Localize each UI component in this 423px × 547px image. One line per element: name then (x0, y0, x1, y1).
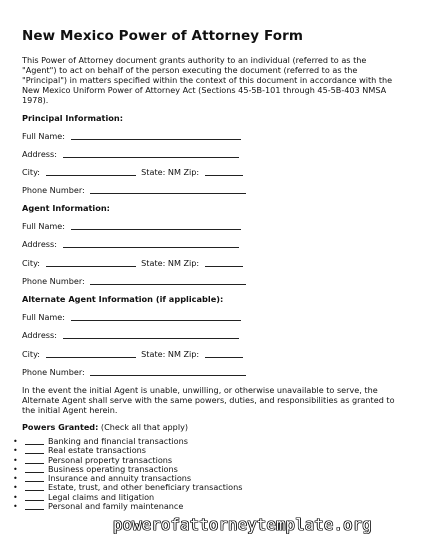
bullet-icon: • (13, 437, 18, 446)
principal-state-zip-label: State: NM Zip: (141, 167, 200, 177)
bullet-icon: • (13, 474, 18, 484)
power-item-label: Personal and family maintenance (48, 501, 184, 512)
agent-full-name-label: Full Name: (22, 221, 66, 231)
power-checkbox-line[interactable] (25, 466, 44, 473)
powers-list (13, 437, 242, 511)
bullet-icon: • (13, 502, 18, 512)
bullet-icon: • (13, 464, 18, 474)
agent-address-line[interactable] (63, 240, 239, 248)
principal-address-label: Address: (22, 149, 57, 159)
agent-address-label: Address: (22, 239, 57, 249)
powers-granted-heading (22, 422, 188, 432)
principal-full-name-line[interactable] (71, 132, 241, 140)
powers-granted-instruction: (Check all that apply) (100, 422, 189, 432)
principal-phone-label: Phone Number: (22, 185, 85, 195)
principal-full-name-field[interactable] (22, 131, 241, 141)
power-item-label: Banking and financial transactions (48, 436, 188, 446)
agent-full-name-line[interactable] (71, 222, 241, 230)
agent-full-name-field[interactable] (22, 221, 241, 231)
agent-phone-label: Phone Number: (22, 276, 85, 286)
powers-granted-label: Powers Granted: (22, 422, 99, 432)
alternate-phone-field[interactable] (22, 367, 246, 377)
power-item-label: Real estate transactions (48, 445, 147, 456)
alternate-zip-line[interactable] (205, 350, 243, 358)
agent-phone-field[interactable] (22, 276, 246, 286)
agent-city-field[interactable] (22, 258, 243, 268)
alternate-agent-heading: Alternate Agent Information (if applicable): (22, 294, 224, 304)
alternate-address-label: Address: (22, 330, 57, 340)
agent-city-label: City: (22, 258, 41, 268)
alternate-full-name-label: Full Name: (22, 312, 66, 322)
bullet-icon: • (13, 446, 18, 456)
alternate-city-line[interactable] (46, 350, 136, 358)
alternate-city-label: City: (22, 349, 41, 359)
agent-state-zip-label: State: NM Zip: (141, 258, 200, 268)
alternate-address-field[interactable] (22, 330, 239, 340)
principal-city-label: City: (22, 167, 41, 177)
bullet-icon: • (13, 492, 18, 502)
alternate-full-name-field[interactable] (22, 312, 241, 322)
power-checkbox-line[interactable] (25, 475, 44, 482)
power-item-label: Estate, trust, and other beneficiary transactions (48, 482, 243, 493)
principal-zip-line[interactable] (205, 168, 243, 176)
power-checkbox-line[interactable] (25, 438, 44, 445)
power-item-label: Personal property transactions (48, 454, 173, 465)
power-checkbox-line[interactable] (25, 447, 44, 454)
power-item-label: Legal claims and litigation (48, 491, 155, 502)
alternate-address-line[interactable] (63, 331, 239, 339)
principal-city-field[interactable] (22, 167, 243, 177)
watermark: powerofattorneytemplate.org (113, 516, 372, 534)
power-item-label: Insurance and annuity transactions (48, 473, 192, 484)
alternate-agent-paragraph: In the event the initial Agent is unable, unwilling, or otherwise unavailable to serve, the Alternate Agent shall serve with the same powers, duties, and responsibilities as granted to the initial Agent herein. (22, 385, 395, 415)
power-checkbox-line[interactable] (25, 484, 44, 491)
alternate-state-zip-label: State: NM Zip: (141, 349, 200, 359)
principal-address-line[interactable] (63, 150, 239, 158)
alternate-city-field[interactable] (22, 349, 243, 359)
principal-city-line[interactable] (46, 168, 136, 176)
power-item[interactable] (13, 502, 242, 511)
intro-paragraph: This Power of Attorney document grants authority to an individual (referred to as the "Agent") to act on behalf of the person executing the document (referred to as the "Principal") in matters specified within the context of this document in accordance with the New Mexico Uniform Power of Attorney Act (Sections 45-5B-101 through 45-5B-403 NMSA 1978). (22, 55, 393, 105)
power-checkbox-line[interactable] (25, 503, 44, 510)
agent-city-line[interactable] (46, 259, 136, 267)
bullet-icon: • (13, 483, 18, 493)
principal-address-field[interactable] (22, 149, 239, 159)
alternate-full-name-line[interactable] (71, 313, 241, 321)
agent-heading: Agent Information: (22, 203, 110, 213)
power-checkbox-line[interactable] (25, 494, 44, 501)
document-title: New Mexico Power of Attorney Form (22, 28, 304, 44)
power-checkbox-line[interactable] (25, 457, 44, 464)
bullet-icon: • (13, 455, 18, 465)
alternate-phone-line[interactable] (90, 368, 246, 376)
alternate-phone-label: Phone Number: (22, 367, 85, 377)
agent-zip-line[interactable] (205, 259, 243, 267)
agent-phone-line[interactable] (90, 277, 246, 285)
principal-heading: Principal Information: (22, 113, 123, 123)
principal-phone-line[interactable] (90, 186, 246, 194)
agent-address-field[interactable] (22, 239, 239, 249)
power-item-label: Business operating transactions (48, 463, 178, 474)
principal-phone-field[interactable] (22, 185, 246, 195)
principal-full-name-label: Full Name: (22, 131, 66, 141)
